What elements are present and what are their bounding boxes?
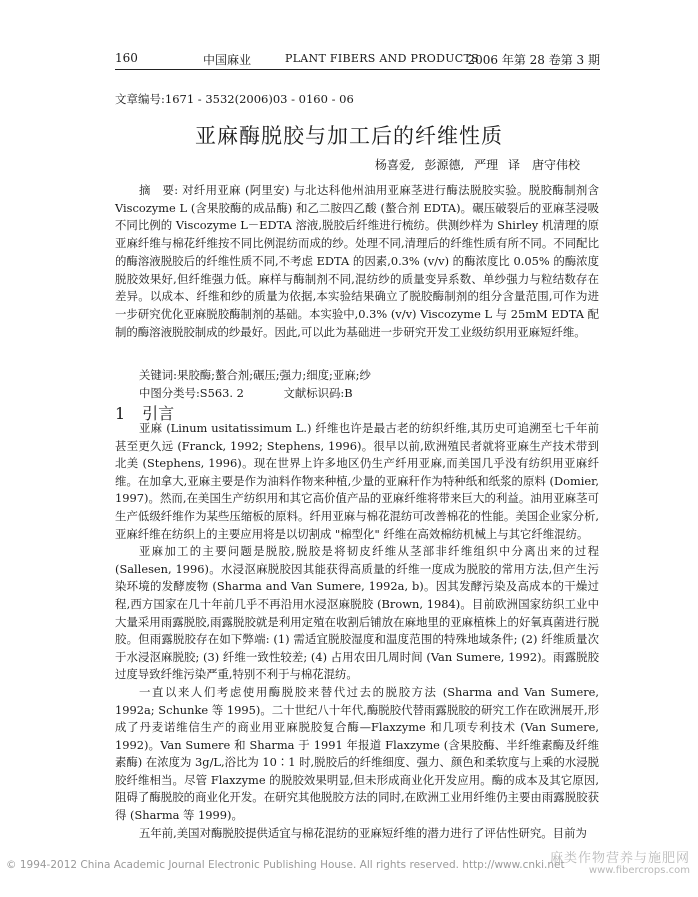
copyright-notice: © 1994-2012 China Academic Journal Electronic Publishing House. All rights reserved. http://www.cnki.net (6, 859, 565, 871)
paper-title: 亚麻酶脱胶与加工后的纤维性质 (195, 124, 503, 148)
page-number: 160 (115, 51, 138, 65)
paragraph: 五年前,美国对酶脱胶提供适宜与棉花混纺的亚麻短纤维的潜力进行了评估性研究。目前为 (139, 825, 587, 840)
classification-line (139, 385, 599, 401)
keywords: 关键词:果胶酶;螯合剂;碾压;强力;细度;亚麻;纱 (139, 368, 371, 382)
watermark (550, 853, 690, 877)
watermark-text: 麻类作物营养与施肥网 (549, 851, 690, 866)
issue-info: 2006 年第 28 卷第 3 期 (467, 53, 600, 67)
paragraph: 一直以来人们考虑使用酶脱胶来替代过去的脱胶方法 (Sharma and Van Sumere, 1992a; Schunke 等 1995)。二十世纪八十年代,酶脱胶代替雨露脱胶的研究工作在欧洲展开,形成了丹麦诺维信生产的商业用亚麻脱胶复合酶—Flaxzyme 和几项专利技术 (Van Sumere, 1992)。Van Sumere 和 Sharma 于 1991 年报道 Flaxzyme (含果胶酶、半纤维素酶及纤维素酶) 在浓度为 3g/L,浴比为 10∶1 时,脱胶后的纤维细度、强力、颜色和柔软度与上乘的水浸脱胶纤维相当。尽管 Flaxzyme 的脱胶效果明显,但未形成商业化开发应用。酶的成本及其它原因,阻碍了酶脱胶的商业化开发。在研究其他脱胶方法的同时,在欧洲工业用纤维仍主要由雨露脱胶获得 (Sharma 等 1999)。 (115, 684, 599, 823)
journal-name-zh: 中国麻业 (203, 53, 252, 67)
section-title: 引言 (142, 404, 175, 423)
article-number: 文章编号:1671 - 3532(2006)03 - 0160 - 06 (115, 92, 354, 106)
watermark-url: www.fibercrops.com (588, 865, 690, 876)
page-footer (0, 851, 698, 877)
abstract: 摘 要: 对纤用亚麻 (阿里安) 与北达科他州油用亚麻茎进行酶法脱胶实验。脱胶酶制剂含 Viscozyme L (含果胶酶的成品酶) 和乙二胺四乙酸 (螯合剂 EDTA)。碾压破裂后的亚麻茎浸吸不同比例的 Viscozyme L－EDTA 溶液,脱胶后纤维进行梳纺。供测纱样为 Shirley 机清理的原亚麻纤维与棉花纤维按不同比例混纺而成的纱。处理不同,清理后的纤维性质有所不同。不同配比的酶溶液脱胶后的纤维性质不同,不考虑 EDTA 的因素,0.3% (v/v) 的酶浓度比 0.05% 的酶浓度脱胶效果好,但纤维强力低。麻样与酶制剂不同,混纺纱的质量变异系数、单纱强力与粒结数存在差异。以成本、纤维和纱的质量为依据,本实验结果确立了脱胶酶制剂的组分含量范围,可作为进一步研究优化亚麻脱胶酶制剂的基础。本实验中,0.3% (v/v) Viscozyme L 与 25mM EDTA 配制的酶溶液脱胶制成的纱最好。因此,可以此为基础进一步研究开发工业级纺织用亚麻短纤维。 (115, 183, 599, 339)
paragraph: 亚麻 (Linum usitatissimum L.) 纤维也许是最古老的纺织纤维,其历史可追溯至七千年前甚至更久远 (Franck, 1992; Stephens, 1996)。很早以前,欧洲殖民者就将亚麻生产技术带到北美 (Stephens, 1996)。现在世界上许多地区仍生产纤用亚麻,而美国几乎没有纺织用亚麻纤维。在加拿大,亚麻主要是作为油料作物来种植,少量的亚麻秆作为特种纸和纸浆的原料 (Domier, 1997)。然而,在美国生产纺织用和其它高价值产品的亚麻纤维将带来巨大的利益。油用亚麻茎可生产低级纤维作为某些压缩板的原料。纤用亚麻与棉花混纺可改善棉花的性能。美国企业家分析,亚麻纤维在纺织上的主要应用将是以切割成 "棉型化" 纤维在高效棉纺机械上与其它纤维混纺。 (115, 421, 599, 541)
body-text (115, 420, 599, 842)
paragraph: 亚麻加工的主要问题是脱胶,脱胶是将韧皮纤维从茎部非纤维组织中分离出来的过程 (Sallesen, 1996)。水浸沤麻脱胶因其能获得高质量的纤维一度成为脱胶的常用方法,但产生污染环境的发酵废物 (Sharma and Van Sumere, 1992a, b)。因其发酵污染及高成本的干燥过程,西方国家在几十年前几乎不再沿用水浸沤麻脱胶 (Brown, 1984)。目前欧洲国家纺织工业中大量采用雨露脱胶,雨露脱胶就是利用定殖在收割后铺放在麻地里的亚麻植株上的好氧真菌进行脱胶。但雨露脱胶存在如下弊端: (1) 需适宜脱胶湿度和温度范围的特殊地域条件; (2) 纤维质量次于水浸沤麻脱胶; (3) 纤维一致性较差; (4) 占用农田几周时间 (Van Sumere, 1992)。雨露脱胶过度导致纤维污染严重,特别不利于与棉花混纺。 (115, 544, 599, 682)
classification-number: 中图分类号:S563. 2 (139, 386, 244, 400)
section-number: 1 (115, 404, 126, 423)
running-header (115, 51, 600, 70)
document-code: 文献标识码:B (283, 386, 353, 400)
journal-name-en: PLANT FIBERS AND PRODUCTS (285, 52, 479, 65)
authors-line: 杨喜爱, 彭源德, 严理 译 唐守伟校 (374, 158, 580, 172)
